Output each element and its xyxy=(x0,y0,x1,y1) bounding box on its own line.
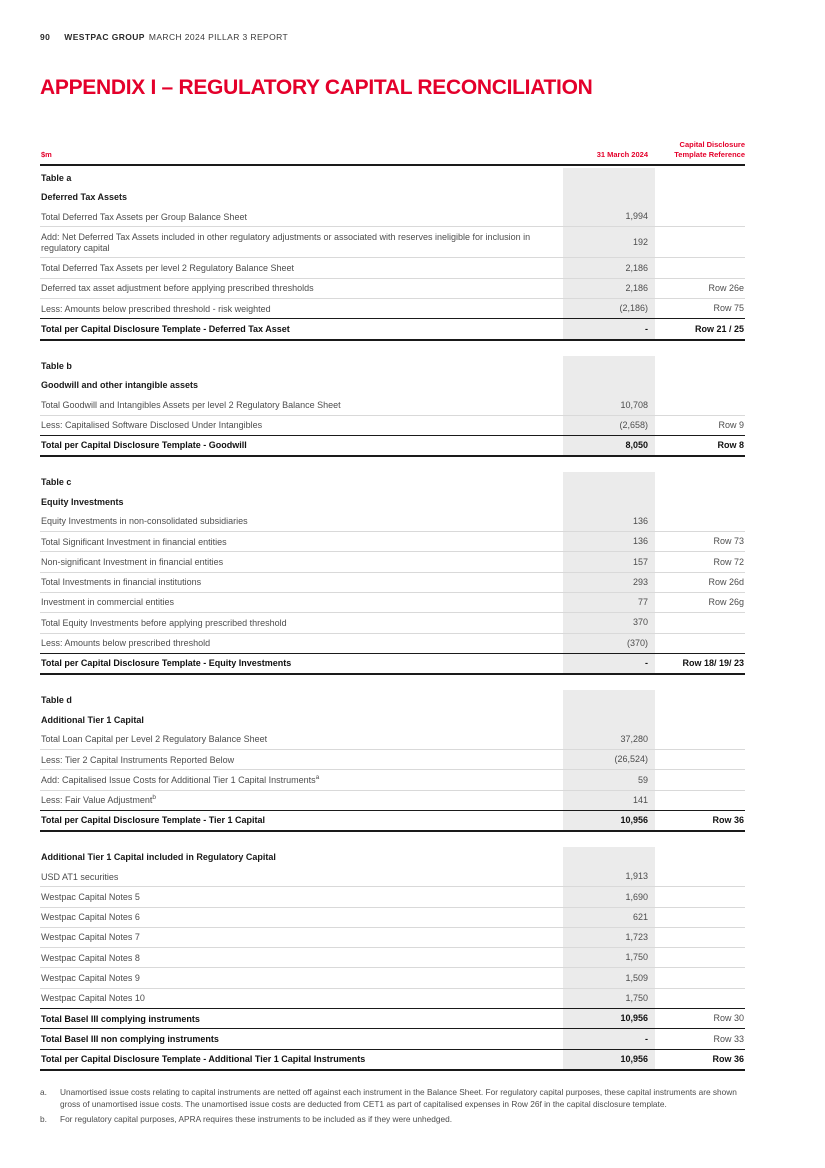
row-reference: Row 8 xyxy=(717,440,744,451)
row-value: 2,186 xyxy=(563,258,655,277)
table-row xyxy=(40,278,745,298)
document-header xyxy=(40,32,745,42)
footnote-text: Unamortised issue costs relating to capital instruments are netted off against each instrument in the Balance Sheet. For regulatory capital purposes, these capital instruments are shown gross of unamortised issue costs. The unamortised issue costs are deducted from CET1 as part of capitalised expenses in Row 26f in the capital disclosure template. xyxy=(60,1086,737,1109)
row-value: 136 xyxy=(563,512,655,531)
row-value: 10,956 xyxy=(563,811,655,830)
row-reference xyxy=(655,928,745,947)
row-label: Equity Investments xyxy=(41,496,124,507)
column-header-reference: Capital Disclosure Template Reference xyxy=(674,140,745,159)
row-reference xyxy=(655,613,745,632)
row-reference: Row 26d xyxy=(708,576,744,587)
table-row xyxy=(40,769,745,789)
row-reference xyxy=(655,690,745,710)
row-value: (2,186) xyxy=(563,299,655,318)
row-label: Deferred tax asset adjustment before applying prescribed thresholds xyxy=(41,283,314,294)
row-reference xyxy=(655,791,745,810)
row-reference xyxy=(655,395,745,414)
row-value: 293 xyxy=(563,573,655,592)
row-label: Table d xyxy=(41,695,72,706)
row-label: Additional Tier 1 Capital included in Regulatory Capital xyxy=(41,852,276,863)
row-value: - xyxy=(563,654,655,673)
footnote-marker: a. xyxy=(40,1086,47,1097)
table-row xyxy=(40,375,745,395)
row-label: Westpac Capital Notes 5 xyxy=(41,891,140,902)
table-row xyxy=(40,1049,745,1071)
row-label: Westpac Capital Notes 7 xyxy=(41,932,140,943)
footnote-text: For regulatory capital purposes, APRA requires these instruments to be included as if they were unhedged. xyxy=(60,1113,453,1124)
table-section xyxy=(40,168,745,341)
table-row xyxy=(40,298,745,318)
table-section xyxy=(40,847,745,1071)
row-label: Total Loan Capital per Level 2 Regulatory Balance Sheet xyxy=(41,734,268,745)
row-label: Goodwill and other intangible assets xyxy=(41,380,199,391)
table-row xyxy=(40,531,745,551)
row-value: 192 xyxy=(563,227,655,257)
row-reference xyxy=(655,356,745,376)
table-row xyxy=(40,927,745,947)
row-value: 10,956 xyxy=(563,1009,655,1028)
footnote-reference-marker: a xyxy=(315,773,320,781)
row-value: 59 xyxy=(563,770,655,789)
row-reference xyxy=(655,847,745,867)
row-label: USD AT1 securities xyxy=(41,871,119,882)
table-row xyxy=(40,653,745,675)
table-row xyxy=(40,907,745,927)
row-reference xyxy=(655,512,745,531)
table-row xyxy=(40,710,745,730)
row-label: Less: Amounts below prescribed threshold - risk weighted xyxy=(41,303,271,314)
row-value: 1,994 xyxy=(563,207,655,226)
row-value: 1,750 xyxy=(563,989,655,1008)
row-reference: Row 36 xyxy=(712,815,744,826)
row-reference xyxy=(655,867,745,886)
row-value: 136 xyxy=(563,532,655,551)
row-value: 1,750 xyxy=(563,948,655,967)
table-row xyxy=(40,988,745,1008)
table-row xyxy=(40,730,745,749)
column-header-date: 31 March 2024 xyxy=(596,149,648,159)
row-reference xyxy=(655,968,745,987)
table-row xyxy=(40,886,745,906)
row-label: Westpac Capital Notes 9 xyxy=(41,972,140,983)
footnote-reference-marker: b xyxy=(152,794,157,802)
table-row xyxy=(40,867,745,886)
capital-reconciliation-table xyxy=(40,140,745,1071)
row-reference xyxy=(655,710,745,730)
row-label: Total Significant Investment in financial entities xyxy=(41,536,227,547)
row-value xyxy=(563,492,655,512)
table-row xyxy=(40,168,745,188)
row-value: 1,723 xyxy=(563,928,655,947)
table-row xyxy=(40,551,745,571)
row-label: Deferred Tax Assets xyxy=(41,192,128,203)
row-value: - xyxy=(563,1029,655,1048)
row-reference: Row 33 xyxy=(713,1033,744,1044)
row-value xyxy=(563,375,655,395)
footnotes xyxy=(40,1087,745,1125)
table-row xyxy=(40,633,745,653)
row-value: (370) xyxy=(563,634,655,653)
row-value: 2,186 xyxy=(563,279,655,298)
table-section xyxy=(40,690,745,832)
row-label: Westpac Capital Notes 6 xyxy=(41,912,140,923)
row-reference xyxy=(655,750,745,769)
footnote-b xyxy=(40,1114,745,1126)
row-label: Less: Fair Value Adjustment$^b$ xyxy=(41,794,157,806)
table-row xyxy=(40,1028,745,1048)
row-reference xyxy=(655,887,745,906)
row-label: Table a xyxy=(41,172,72,183)
table-row xyxy=(40,592,745,612)
row-value: 1,690 xyxy=(563,887,655,906)
row-label: Total Basel III complying instruments xyxy=(41,1013,200,1024)
row-reference: Row 9 xyxy=(718,419,744,430)
table-row xyxy=(40,356,745,376)
column-header-unit: $m xyxy=(41,149,52,159)
table-row xyxy=(40,415,745,435)
row-value: 10,956 xyxy=(563,1050,655,1069)
row-value: 141 xyxy=(563,791,655,810)
row-label: Westpac Capital Notes 10 xyxy=(41,993,145,1004)
row-value: 37,280 xyxy=(563,730,655,749)
row-label: Total Deferred Tax Assets per Group Balance Sheet xyxy=(41,211,247,222)
page-title: APPENDIX I – REGULATORY CAPITAL RECONCILIATION xyxy=(40,76,593,99)
row-label: Total Investments in financial institutions xyxy=(41,577,202,588)
table-row xyxy=(40,395,745,414)
brand-name: WESTPAC GROUP xyxy=(64,32,145,42)
row-label: Total per Capital Disclosure Template - Equity Investments xyxy=(41,658,292,669)
row-reference xyxy=(655,187,745,207)
table-row xyxy=(40,1008,745,1028)
table-section xyxy=(40,356,745,457)
table-row xyxy=(40,572,745,592)
table-row xyxy=(40,492,745,512)
row-value xyxy=(563,168,655,188)
table-row xyxy=(40,435,745,457)
row-value xyxy=(563,472,655,492)
table-row xyxy=(40,790,745,810)
table-body xyxy=(40,168,745,1071)
row-label: Total per Capital Disclosure Template - Additional Tier 1 Capital Instruments xyxy=(41,1054,366,1065)
row-value: 1,509 xyxy=(563,968,655,987)
row-reference: Row 26g xyxy=(708,597,744,608)
row-label: Total per Capital Disclosure Template - Tier 1 Capital xyxy=(41,815,266,826)
row-label: Add: Capitalised Issue Costs for Additional Tier 1 Capital Instruments$^a$ xyxy=(41,773,320,785)
row-reference xyxy=(655,989,745,1008)
row-label: Investment in commercial entities xyxy=(41,597,175,608)
row-label: Table c xyxy=(41,477,72,488)
row-label: Westpac Capital Notes 8 xyxy=(41,952,140,963)
row-value: (2,658) xyxy=(563,416,655,435)
table-row xyxy=(40,226,745,257)
row-label: Add: Net Deferred Tax Assets included in other regulatory adjustments or associated with reserves ineligible for inclusion in regulatory capital xyxy=(41,231,531,253)
table-header xyxy=(40,140,745,166)
table-row xyxy=(40,947,745,967)
footnote-marker: b. xyxy=(40,1113,47,1124)
row-reference xyxy=(655,908,745,927)
row-value: - xyxy=(563,319,655,338)
row-value xyxy=(563,847,655,867)
row-value xyxy=(563,356,655,376)
row-label: Less: Tier 2 Capital Instruments Reported Below xyxy=(41,754,235,765)
row-label: Total per Capital Disclosure Template - Deferred Tax Asset xyxy=(41,323,290,334)
row-value: 77 xyxy=(563,593,655,612)
table-section xyxy=(40,472,745,675)
row-label: Equity Investments in non-consolidated subsidiaries xyxy=(41,516,248,527)
row-label: Total Deferred Tax Assets per level 2 Regulatory Balance Sheet xyxy=(41,262,294,273)
row-value: 621 xyxy=(563,908,655,927)
report-title: MARCH 2024 PILLAR 3 REPORT xyxy=(148,32,289,42)
row-reference: Row 73 xyxy=(713,536,744,547)
row-reference xyxy=(655,948,745,967)
row-label: Non-significant Investment in financial entities xyxy=(41,556,224,567)
row-reference xyxy=(655,207,745,226)
row-reference xyxy=(655,258,745,277)
row-label: Less: Amounts below prescribed threshold xyxy=(41,638,211,649)
row-label: Total Basel III non complying instruments xyxy=(41,1033,219,1044)
row-value: 370 xyxy=(563,613,655,632)
row-label: Total per Capital Disclosure Template - Goodwill xyxy=(41,440,247,451)
row-value: (26,524) xyxy=(563,750,655,769)
table-row xyxy=(40,612,745,632)
row-value: 157 xyxy=(563,552,655,571)
row-reference xyxy=(655,770,745,789)
row-reference: Row 75 xyxy=(713,303,744,314)
row-value xyxy=(563,690,655,710)
row-value: 10,708 xyxy=(563,395,655,414)
row-value xyxy=(563,710,655,730)
table-row xyxy=(40,257,745,277)
table-row xyxy=(40,187,745,207)
table-row xyxy=(40,749,745,769)
table-row xyxy=(40,847,745,867)
table-row xyxy=(40,472,745,492)
row-reference: Row 26e xyxy=(708,283,744,294)
row-reference xyxy=(655,472,745,492)
row-value xyxy=(563,187,655,207)
row-reference xyxy=(655,227,745,257)
table-row xyxy=(40,690,745,710)
row-label: Less: Capitalised Software Disclosed Under Intangibles xyxy=(41,420,263,431)
row-reference xyxy=(655,634,745,653)
row-reference: Row 18/ 19/ 23 xyxy=(682,658,744,669)
row-reference xyxy=(655,492,745,512)
row-label: Table b xyxy=(41,360,72,371)
row-reference: Row 72 xyxy=(713,556,744,567)
row-reference xyxy=(655,375,745,395)
row-label: Total Equity Investments before applying prescribed threshold xyxy=(41,617,287,628)
table-row xyxy=(40,967,745,987)
row-value: 1,913 xyxy=(563,867,655,886)
row-reference: Row 30 xyxy=(713,1013,744,1024)
row-value: 8,050 xyxy=(563,436,655,455)
table-row xyxy=(40,810,745,832)
page-number: 90 xyxy=(40,32,51,42)
row-reference xyxy=(655,730,745,749)
table-row xyxy=(40,207,745,226)
row-reference: Row 21 / 25 xyxy=(694,323,744,334)
row-label: Total Goodwill and Intangibles Assets per level 2 Regulatory Balance Sheet xyxy=(41,399,341,410)
row-reference xyxy=(655,168,745,188)
footnote-a xyxy=(40,1087,745,1111)
row-label: Additional Tier 1 Capital xyxy=(41,714,144,725)
table-row xyxy=(40,512,745,531)
table-row xyxy=(40,318,745,340)
row-reference: Row 36 xyxy=(712,1053,744,1064)
